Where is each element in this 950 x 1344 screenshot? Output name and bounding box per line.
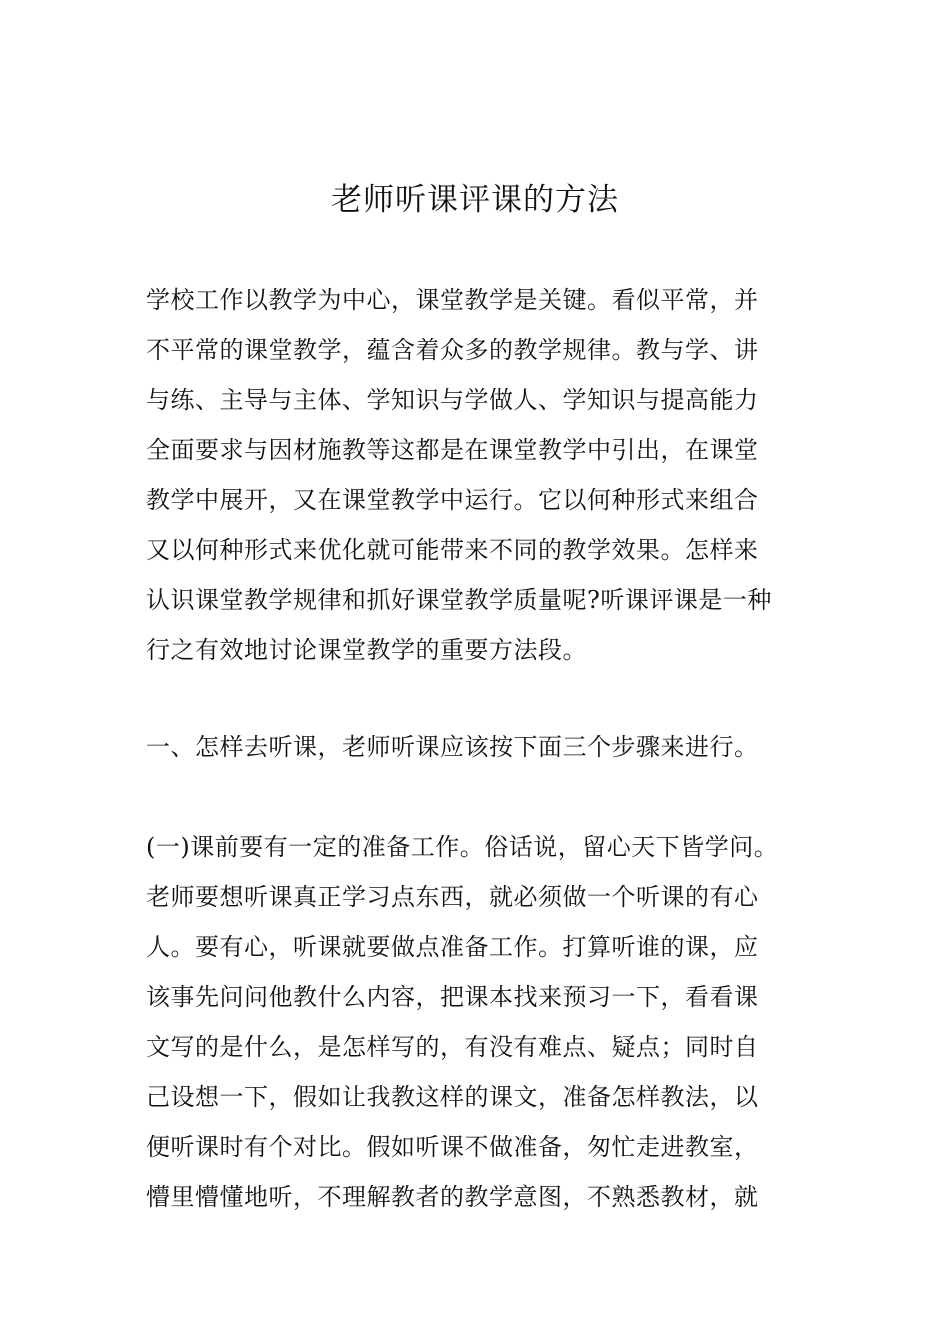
paragraph-line: 又以何种形式来优化就可能带来不同的教学效果。怎样来 <box>146 536 759 564</box>
paragraph-line: 己设想一下，假如让我教这样的课文，准备怎样教法，以 <box>146 1083 759 1111</box>
body-paragraph <box>146 822 826 1222</box>
document-title: 老师听课评课的方法 <box>331 182 619 218</box>
paragraph-line: 与练、主导与主体、学知识与学做人、学知识与提高能力 <box>146 386 759 414</box>
section-heading-paragraph <box>146 722 826 772</box>
paragraph-line: 懵里懵懂地听，不理解教者的教学意图，不熟悉教材，就 <box>146 1183 759 1211</box>
paragraph-line: 教学中展开，又在课堂教学中运行。它以何种形式来组合 <box>146 486 759 514</box>
paragraph-line: 该事先问问他教什么内容，把课本找来预习一下，看看课 <box>146 983 759 1011</box>
paragraph-line: 不平常的课堂教学，蕴含着众多的教学规律。教与学、讲 <box>146 336 759 364</box>
paragraph-line: 认识课堂教学规律和抓好课堂教学质量呢?听课评课是一种 <box>146 586 772 614</box>
paragraph-line: 人。要有心，听课就要做点准备工作。打算听谁的课，应 <box>146 933 759 961</box>
paragraph-line: 学校工作以教学为中心，课堂教学是关键。看似平常，并 <box>146 286 759 314</box>
paragraph-line: 行之有效地讨论课堂教学的重要方法段。 <box>146 636 587 664</box>
paragraph-line: (一)课前要有一定的准备工作。俗话说，留心天下皆学问。 <box>146 833 779 861</box>
paragraph-line: 便听课时有个对比。假如听课不做准备，匆忙走进教室， <box>146 1133 759 1161</box>
intro-paragraph <box>146 275 826 675</box>
paragraph-line: 老师要想听课真正学习点东西，就必须做一个听课的有心 <box>146 883 759 911</box>
paragraph-line: 全面要求与因材施教等这都是在课堂教学中引出，在课堂 <box>146 436 759 464</box>
section-heading-line: 一、怎样去听课，老师听课应该按下面三个步骤来进行。 <box>146 733 759 761</box>
paragraph-line: 文写的是什么，是怎样写的，有没有难点、疑点；同时自 <box>146 1033 759 1061</box>
